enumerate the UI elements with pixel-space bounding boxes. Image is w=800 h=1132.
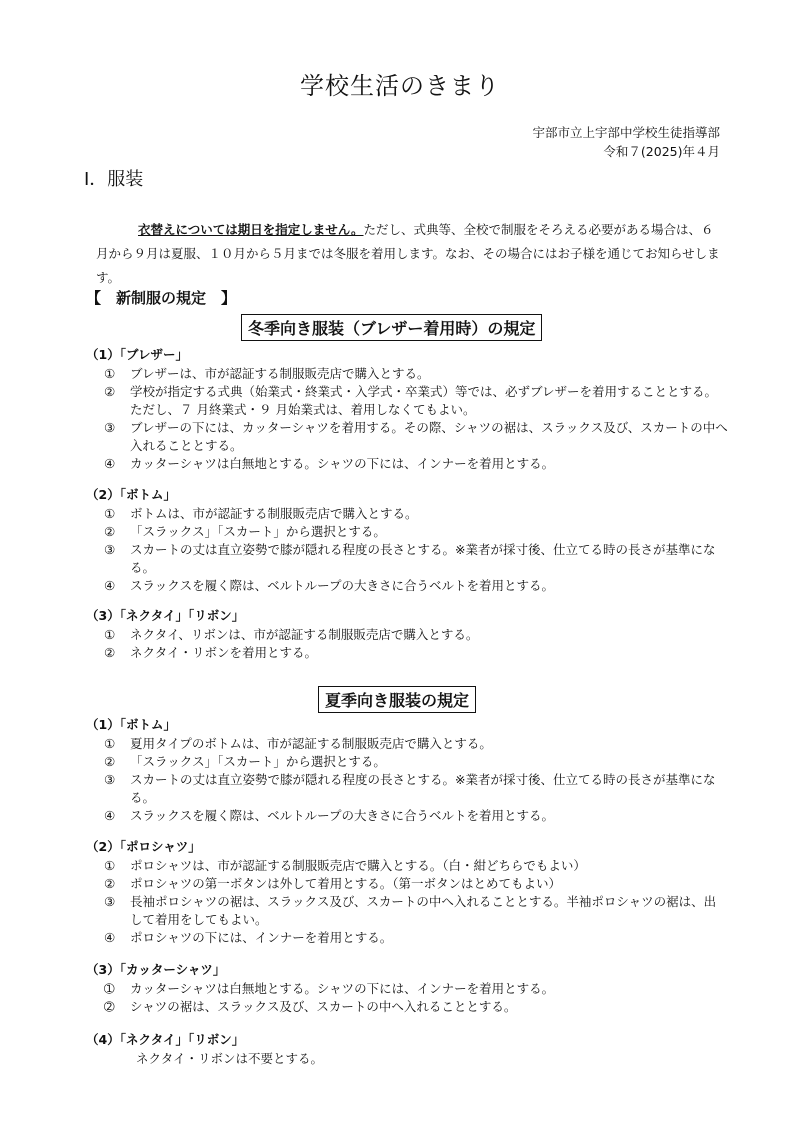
item-number: ② xyxy=(104,645,116,660)
item-number: ➁ xyxy=(104,999,115,1014)
item-number: ① xyxy=(104,366,116,381)
list-item xyxy=(86,875,728,893)
item-number: ③ xyxy=(104,894,116,909)
item-number: ② xyxy=(104,876,116,891)
list-item xyxy=(86,998,728,1016)
summer-group-bottom xyxy=(86,716,728,825)
item-text: ネクタイ・リボンを着用とする。 xyxy=(130,645,318,660)
list-item xyxy=(86,419,728,455)
group-title: （2）「ボトム」 xyxy=(86,487,176,502)
list-item xyxy=(86,455,728,473)
intro-emphasis: 衣替えについては期日を指定しません。 xyxy=(138,222,364,237)
list-item xyxy=(86,505,728,523)
issuer-block xyxy=(532,123,720,161)
item-number: ① xyxy=(104,627,116,642)
group-note: ネクタイ・リボンは不要とする。 xyxy=(136,1051,324,1066)
item-number: ① xyxy=(104,858,116,873)
list-item xyxy=(86,735,728,753)
item-text: ブレザーは、市が認証する制服販売店で購入とする。 xyxy=(130,366,430,381)
summer-group-tie xyxy=(86,1031,728,1068)
item-number: ④ xyxy=(104,456,116,471)
item-number: ➀ xyxy=(104,981,115,996)
list-item xyxy=(86,753,728,771)
winter-heading: 冬季向き服装（ブレザー着用時）の規定 xyxy=(241,314,542,341)
list-item xyxy=(86,577,728,595)
item-text: スカートの丈は直立姿勢で膝が隠れる程度の長さとする。※業者が採寸後、仕立てる時の長さが基準になる。 xyxy=(130,542,716,575)
summer-group-polo xyxy=(86,838,728,947)
list-item xyxy=(86,365,728,383)
item-text: ボトムは、市が認証する制服販売店で購入とする。 xyxy=(130,506,418,521)
item-number: ② xyxy=(104,524,116,539)
list-item xyxy=(86,644,728,662)
item-text: ブレザーの下には、カッターシャツを着用する。その際、シャツの裾は、スラックス及び、スカートの中へ入れることとする。 xyxy=(130,420,728,453)
issue-date: 令和７(2025)年４月 xyxy=(603,144,720,159)
item-number: ③ xyxy=(104,420,116,435)
list-item xyxy=(86,626,728,644)
group-title: （3）「カッターシャツ」 xyxy=(86,962,226,977)
rules-heading: 【 新制服の規定 】 xyxy=(86,289,237,307)
group-title: （3）「ネクタイ」「リボン」 xyxy=(86,608,245,623)
item-text: ポロシャツの下には、インナーを着用とする。 xyxy=(130,930,393,945)
item-number: ② xyxy=(104,754,116,769)
item-number: ② xyxy=(104,384,116,399)
item-number: ④ xyxy=(104,808,116,823)
list-item xyxy=(86,980,728,998)
item-number: ① xyxy=(104,506,116,521)
list-item xyxy=(86,383,728,419)
item-text: カッターシャツは白無地とする。シャツの下には、インナーを着用とする。 xyxy=(130,981,555,996)
group-title: （2）「ポロシャツ」 xyxy=(86,839,201,854)
intro-text: ただし、式典等、全校で制服をそろえる必要がある場合は、６月から９月は夏服、１０月から５月までは冬服を着用します。なお、その場合にはお子様を通じてお知らせします。 xyxy=(96,222,720,285)
item-text: 長袖ポロシャツの裾は、スラックス及び、スカートの中へ入れることとする。半袖ポロシャツの裾は、出して着用をしてもよい。 xyxy=(130,894,717,927)
item-text: スラックスを履く際は、ベルトループの大きさに合うベルトを着用とする。 xyxy=(130,808,555,823)
item-number: ④ xyxy=(104,930,116,945)
list-item xyxy=(86,807,728,825)
group-title: （1）「ボトム」 xyxy=(86,717,176,732)
intro-paragraph xyxy=(96,218,724,290)
item-text: ポロシャツは、市が認証する制服販売店で購入とする。（白・紺どちらでもよい） xyxy=(130,858,586,873)
list-item xyxy=(86,541,728,577)
list-item xyxy=(86,771,728,807)
item-text: スラックスを履く際は、ベルトループの大きさに合うベルトを着用とする。 xyxy=(130,578,555,593)
item-text: シャツの裾は、スラックス及び、スカートの中へ入れることとする。 xyxy=(130,999,517,1014)
summer-group-shirt xyxy=(86,961,728,1016)
item-text: 「スラックス」「スカート」から選択とする。 xyxy=(130,754,386,769)
item-text: 「スラックス」「スカート」から選択とする。 xyxy=(130,524,386,539)
winter-group-tie xyxy=(86,607,728,662)
section-heading: Ⅰ．服装 xyxy=(84,169,144,190)
summer-heading: 夏季向き服装の規定 xyxy=(318,686,476,713)
list-item xyxy=(86,857,728,875)
item-text: ネクタイ、リボンは、市が認証する制服販売店で購入とする。 xyxy=(130,627,479,642)
winter-group-blazer xyxy=(86,346,728,473)
item-text: 夏用タイプのボトムは、市が認証する制服販売店で購入とする。 xyxy=(130,736,492,751)
page-title: 学校生活のきまり xyxy=(300,72,500,100)
item-text: スカートの丈は直立姿勢で膝が隠れる程度の長さとする。※業者が採寸後、仕立てる時の長さが基準になる。 xyxy=(130,772,716,805)
item-number: ③ xyxy=(104,542,116,557)
list-item xyxy=(86,523,728,541)
list-item xyxy=(86,893,728,929)
group-title: （4）「ネクタイ」「リボン」 xyxy=(86,1032,245,1047)
item-number: ④ xyxy=(104,578,116,593)
item-text: ポロシャツの第一ボタンは外して着用とする。（第一ボタンはとめてもよい） xyxy=(130,876,562,891)
item-number: ③ xyxy=(104,772,116,787)
item-text: カッターシャツは白無地とする。シャツの下には、インナーを着用とする。 xyxy=(130,456,555,471)
issuer-name: 宇部市立上宇部中学校生徒指導部 xyxy=(532,125,720,140)
winter-group-bottom xyxy=(86,486,728,595)
item-number: ① xyxy=(104,736,116,751)
item-text: 学校が指定する式典（始業式・終業式・入学式・卒業式）等では、必ずブレザーを着用することとする。ただし、７ 月終業式・９ 月始業式は、着用しなくてもよい。 xyxy=(130,384,718,417)
group-title: （1）「ブレザー」 xyxy=(86,347,188,362)
list-item xyxy=(86,929,728,947)
